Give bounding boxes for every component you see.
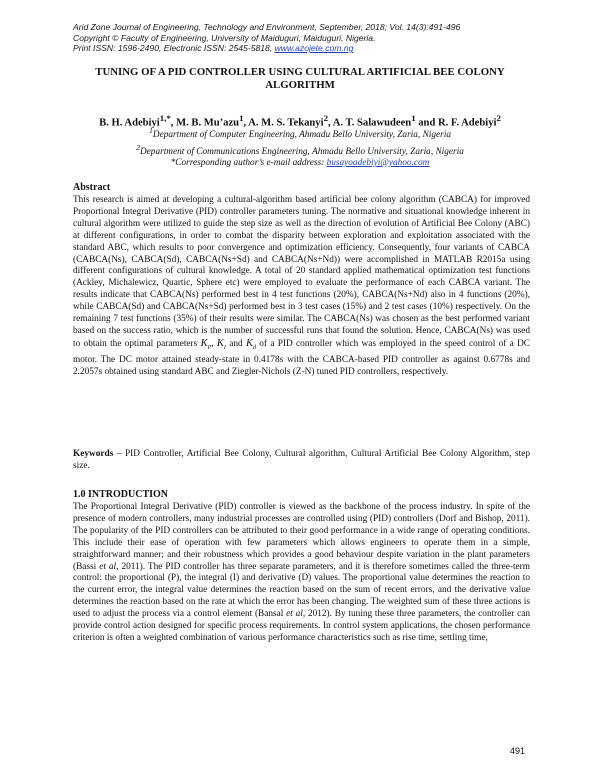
author-1-sup: 1,* xyxy=(159,113,171,123)
issn-text: Print ISSN: 1596-2490, Electronic ISSN: 2545-5818, xyxy=(73,43,275,54)
keywords-text: – PID Controller, Artificial Bee Colony, Cultural algorithm, Cultural Artificial Bee Colony Algorithm, step size. xyxy=(73,449,530,471)
affiliation-1-sup: 1 xyxy=(149,126,153,135)
title-line-2: ALGORITHM xyxy=(265,79,335,91)
abstract-part-1: This research is aimed at developing a cultural-algorithm based artificial bee colony algorithm (CABCA) for improved Proportional Integral Derivative (PID) controller parameters tuning. The normative and situational knowledge inherent in cultural algorithm were utilized to guide the step size as well as the direction of evolution of Artificial Bee Colony (ABC) at different configurations, in order to combat the disparity between exploration and exploitation associated with the standard ABC, which results to poor convergence and optimization efficiency. Consequently, four variants of CABCA (CABCA(Ns), CABCA(Sd), CABCA(Ns+Sd) and CABCA(Ns+Nd)) were accomplished in MATLAB R2015a using different configurations of cultural knowledge. A total of 20 standard applied mathematical optimization test functions (Ackley, Michalewicz, Quartic, Sphere etc) were employed to evaluate the performance of each CABCA variant. The results indicate that CABCA(Ns) performed best in 4 test functions (20%), CABCA(Ns+Nd) also in 4 functions (20%), while CABCA(Sd) and CABCA(Ns+Sd) performed best in 3 test cases (15%) and 2 test cases (10%) respectively. On the remaining 7 test functions (35%) of their results were similar. The CABCA(Ns) was chosen as the best performed variant based on the success ratio, which is the number of successful runs that found the solution. Hence, CABCA(Ns) was used to obtain the optimal parameters xyxy=(73,195,530,349)
author-3-sup: 2 xyxy=(323,113,328,123)
page-number: 491 xyxy=(510,746,526,756)
abstract-heading: Abstract xyxy=(73,182,111,193)
kd-subscript: d xyxy=(252,344,256,351)
author-1: B. H. Adebiyi xyxy=(99,117,160,129)
copyright-line: Copyright © Faculty of Engineering, University of Maiduguri, Maiduguri, Nigeria. xyxy=(73,32,376,43)
author-4-sup: 1 xyxy=(411,113,416,123)
kp-symbol xyxy=(201,338,212,349)
kp-subscript: P xyxy=(207,344,212,351)
corresponding-author xyxy=(60,157,540,169)
author-2: , M. B. Mu’azu xyxy=(170,117,240,129)
issn-line xyxy=(73,43,543,54)
affiliation-1-text: Department of Computer Engineering, Ahmadu Bello University, Zaria, Nigeria xyxy=(152,130,451,141)
abstract-text xyxy=(73,195,530,379)
intro-part-3: , 2012). By tuning these three parameters, the controller can provide control action designed for specific process requirements. In control system applications, the chosen performance criterion is often a weighted combination of various performance characteristics such as rise time, settling time, xyxy=(73,609,530,643)
author-2-sup: 1 xyxy=(239,113,244,123)
ki-symbol xyxy=(217,338,226,349)
affiliation-2 xyxy=(60,142,540,159)
kd-letter: K xyxy=(245,337,253,349)
corresponding-email-link[interactable]: busayoadebiyi@yahoo.com xyxy=(326,158,430,168)
ki-subscript: I xyxy=(223,344,226,351)
intro-etal-1: et al xyxy=(99,561,117,572)
affiliations xyxy=(60,125,540,158)
intro-etal-2: et al xyxy=(286,609,303,620)
introduction-text xyxy=(73,502,530,645)
author-4: , A. T. Salawudeen xyxy=(327,117,412,129)
abstract-part-2: of a PID controller which was employed in the speed control of a DC motor. The DC motor attained steady-state in 0.4178s with the CABCA-based PID controller as against 0.6778s and 2.2057s obtained using standard ABC and Ziegler-Nichols (Z-N) tuned PID controllers, respectively. xyxy=(73,338,530,377)
author-5-sup: 2 xyxy=(496,113,501,123)
affiliation-2-sup: 2 xyxy=(136,142,140,152)
keywords-label: Keywords xyxy=(73,449,114,459)
keywords xyxy=(73,449,530,473)
ki-letter: K xyxy=(216,337,224,349)
journal-line: Arid Zone Journal of Engineering, Technology and Environment, September, 2018; Vol. 14(3):491-496 xyxy=(73,22,461,32)
affiliation-2-text: Department of Communications Engineering, Ahmadu Bello University, Zaria, Nigeria xyxy=(139,146,464,157)
abstract-sep-2: and xyxy=(225,338,246,349)
author-3: , A. M. S. Tekanyi xyxy=(243,117,324,129)
journal-website-link[interactable]: www.azojete.com.ng xyxy=(274,43,354,54)
kd-symbol xyxy=(246,338,256,349)
paper-title xyxy=(60,66,540,92)
kp-letter: K xyxy=(200,337,208,349)
affiliation-1 xyxy=(60,125,540,142)
corresponding-label: *Corresponding author’s e-mail address: xyxy=(170,158,327,168)
introduction-heading: 1.0 INTRODUCTION xyxy=(73,489,169,500)
intro-part-2: , 2011). The PID controller has three separate parameters, and it is therefore sometimes called the three-term control: the proportional (P), the integral (I) and derivative (D) values. The proportional value determines the reaction to the current error, the integral value determines the reaction based on the sum of recent errors, and the derivative value determines the reaction based on the rate at which the error has been changing. The weighted sum of these three actions is used to adjust the process via a control element (Bansal xyxy=(73,561,530,620)
title-line-1: TUNING OF A PID CONTROLLER USING CULTURAL ARTIFICIAL BEE COLONY xyxy=(95,66,505,78)
abstract-sep-1: , xyxy=(211,338,217,349)
author-5: and R. F. Adebiyi xyxy=(415,117,497,129)
intro-part-1: The Proportional Integral Derivative (PID) controller is viewed as the backbone of the process industry. In spite of the presence of modern controllers, many industrial processes are controlled using (PID) controllers (Dorf and Bishop, 2011). The popularity of the PID controllers can be attributed to their good performance in a wide range of operating conditions. This include their ease of operation with few parameters which allows engineers to operate them in a simple, straightforward manner; and their robustness which provides a good behaviour despite variation in the plant parameters (Bassi xyxy=(73,502,530,572)
journal-header xyxy=(73,22,543,54)
